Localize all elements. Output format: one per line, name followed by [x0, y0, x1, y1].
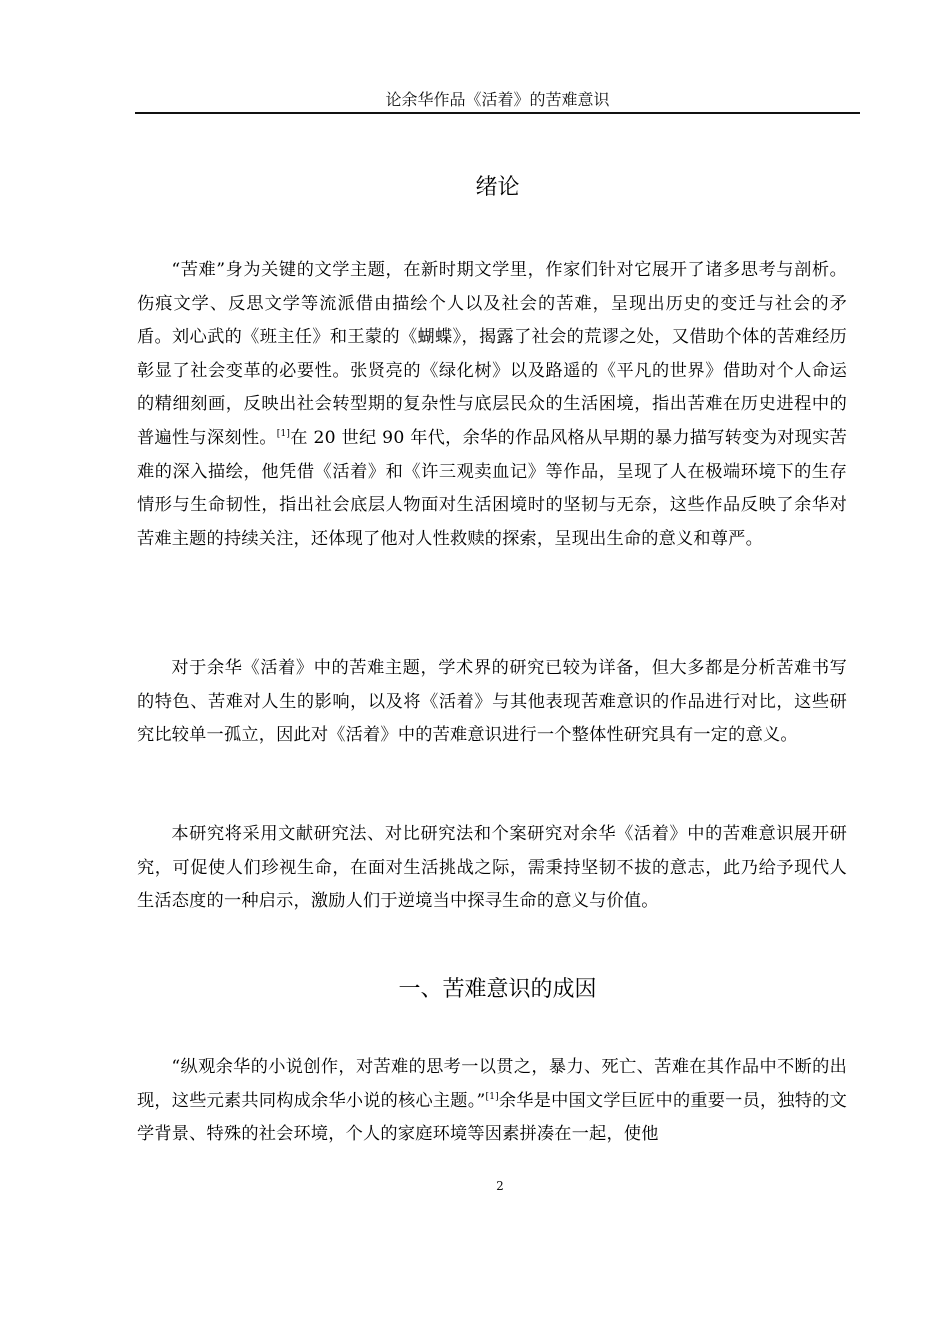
intro-paragraph-3: 本研究将采用文献研究法、对比研究法和个案研究对余华《活着》中的苦难意识展开研究，可促使人们珍视生命，在面对生活挑战之际，需秉持坚韧不拔的意志，此乃给予现代人生活态度的一种启示，激励人们于逆境当中探寻生命的意义与价值。	[137, 824, 847, 912]
page-number: 2	[496, 1179, 504, 1193]
section-1-paragraph-1	[137, 1051, 847, 1152]
paragraph-text: 余华是中国文学巨匠中的重要一员，独特的文学背景、特殊的社会环境，个人的家庭环境等因素拼凑在一起，使他	[137, 1090, 847, 1145]
section-1-heading: 一、苦难意识的成因	[398, 977, 597, 1002]
paragraph-text: “苦难”身为关键的文学主题，在新时期文学里，作家们针对它展开了诸多思考与剖析。伤痕文学、反思文学等流派借由描绘个人以及社会的苦难，呈现出历史的变迁与社会的矛盾。刘心武的《班主任》和王蒙的《蝴蝶》，揭露了社会的荒谬之处，又借助个体的苦难经历彰显了社会变革的必要性。张贤亮的《绿化树》以及路遥的《平凡的世界》借助对个人命运的精细刻画，反映出社会转型期的复杂性与底层民众的生活困境，指出苦难在历史进程中的普遍性与深刻性。	[137, 260, 847, 448]
citation-ref: [1]	[485, 1091, 499, 1102]
citation-ref: [1]	[276, 428, 291, 439]
running-header-title: 论余华作品《活着》的苦难意识	[385, 90, 610, 109]
intro-paragraph-2: 对于余华《活着》中的苦难主题，学术界的研究已较为详备，但大多都是分析苦难书写的特色、苦难对人生的影响，以及将《活着》与其他表现苦难意识的作品进行对比，这些研究比较单一孤立，因此对《活着》中的苦难意识进行一个整体性研究具有一定的意义。	[137, 658, 847, 746]
paragraph-text: 在 20 世纪 90 年代，余华的作品风格从早期的暴力描写转变为对现实苦难的深入描绘，他凭借《活着》和《许三观卖血记》等作品，呈现了人在极端环境下的生存情形与生命韧性，指出社会底层人物面对生活困境时的坚韧与无奈，这些作品反映了余华对苦难主题的持续关注，还体现了他对人性救赎的探索，呈现出生命的意义和尊严。	[137, 427, 847, 549]
paragraph-text: “纵观余华的小说创作，对苦难的思考一以贯之，暴力、死亡、苦难在其作品中不断的出现，这些元素共同构成余华小说的核心主题。”	[137, 1057, 847, 1111]
intro-paragraph-1	[137, 254, 847, 556]
intro-heading: 绪论	[475, 175, 520, 200]
header-rule-divider	[135, 112, 860, 114]
